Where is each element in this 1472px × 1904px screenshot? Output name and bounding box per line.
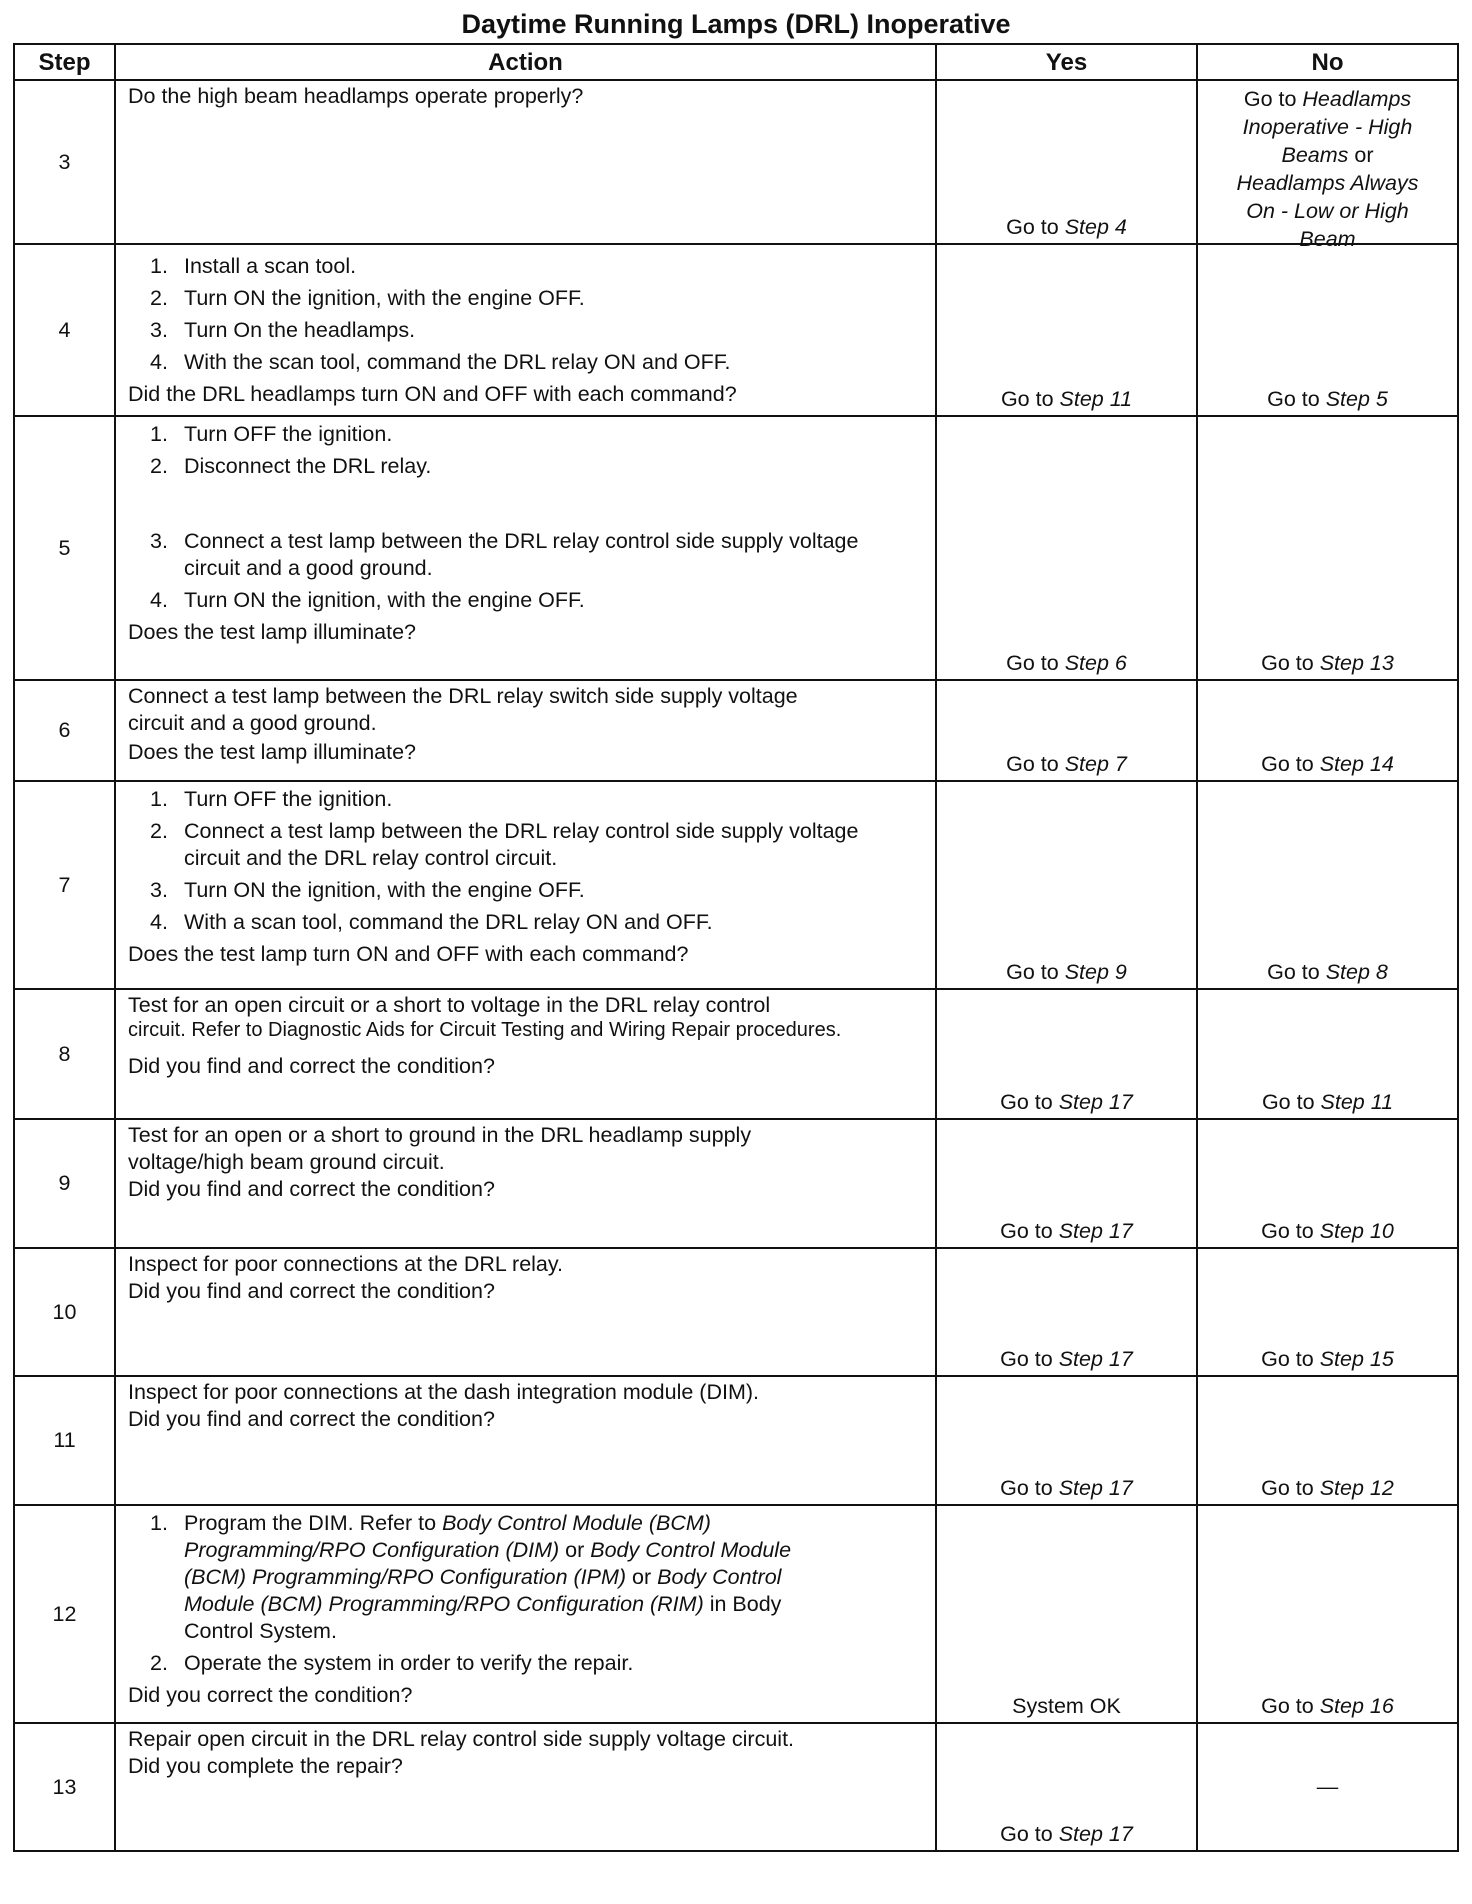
- list-item-text: Turn ON the ignition, with the engine OFF.: [184, 286, 585, 310]
- table-row: [14, 989, 1458, 1119]
- list-item-text: Turn On the headlamps.: [184, 318, 416, 342]
- table-row: [14, 1723, 1458, 1851]
- no-prefix: Go to: [1261, 1476, 1320, 1500]
- list-item: 2. Turn ON the ignition, with the engine OFF.: [150, 286, 585, 310]
- action-text: Test for an open circuit or a short to voltage in the DRL relay control: [128, 993, 771, 1017]
- yes-prefix: Go to: [1000, 1219, 1059, 1243]
- step-number: 10: [14, 1248, 115, 1376]
- action-cell: [115, 416, 936, 680]
- no-answer: [1198, 650, 1457, 677]
- yes-cell: [936, 80, 1197, 244]
- yes-step-ref: Step 9: [1064, 960, 1127, 984]
- no-line-ref: Beam: [1299, 227, 1356, 251]
- header-action: Action: [115, 44, 936, 80]
- table-row: [14, 1119, 1458, 1248]
- yes-cell: [936, 1376, 1197, 1505]
- list-item-text: Operate the system in order to verify the repair.: [184, 1651, 634, 1675]
- list-item: 3. Connect a test lamp between the DRL relay control side supply voltage circuit and a good ground.: [150, 529, 859, 580]
- yes-answer: [937, 1218, 1196, 1245]
- list-item: 4. With a scan tool, command the DRL relay ON and OFF.: [150, 910, 713, 934]
- yes-cell: [936, 1505, 1197, 1723]
- action-text: Do the high beam headlamps operate properly?: [128, 84, 584, 108]
- action-cell: [115, 989, 936, 1119]
- list-item-text: With a scan tool, command the DRL relay ON and OFF.: [184, 910, 713, 934]
- no-cell: [1197, 781, 1458, 989]
- list-item: 2. Operate the system in order to verify the repair.: [150, 1651, 634, 1675]
- yes-prefix: Go to: [1006, 752, 1065, 776]
- yes-answer: [937, 1346, 1196, 1373]
- no-answer: [1198, 386, 1457, 413]
- no-line-ref: Beams: [1281, 143, 1349, 167]
- table-row: [14, 244, 1458, 416]
- list-item-text: Turn ON the ignition, with the engine OFF.: [184, 878, 585, 902]
- step-number: 5: [14, 416, 115, 680]
- no-cell: [1197, 1119, 1458, 1248]
- yes-answer: [937, 1821, 1196, 1848]
- action-cell: [115, 1119, 936, 1248]
- yes-step-ref: Step 17: [1058, 1476, 1133, 1500]
- list-item-text: in Body Control System.: [184, 1592, 782, 1643]
- diagnostic-table: [13, 43, 1459, 1852]
- action-question: Did you find and correct the condition?: [128, 1054, 495, 1078]
- step-number: 7: [14, 781, 115, 989]
- step-number: 6: [14, 680, 115, 781]
- yes-answer: [937, 1475, 1196, 1502]
- no-prefix: Go to: [1267, 387, 1326, 411]
- no-answer: [1198, 1346, 1457, 1373]
- action-cell: [115, 1248, 936, 1376]
- yes-prefix: Go to: [1000, 1347, 1059, 1371]
- list-item-text: Connect a test lamp between the DRL relay control side supply voltage circuit and the DRL relay control circuit.: [184, 819, 859, 870]
- no-line-ref: Headlamps Always: [1236, 171, 1419, 195]
- table-row: [14, 416, 1458, 680]
- table-row: [14, 1248, 1458, 1376]
- yes-cell: [936, 989, 1197, 1119]
- action-list: [128, 786, 927, 936]
- table-header-row: [14, 44, 1458, 80]
- yes-answer: [937, 650, 1196, 677]
- action-content: [128, 1726, 927, 1780]
- list-item-text: or: [559, 1538, 591, 1562]
- action-text: Inspect for poor connections at the DRL relay.: [128, 1252, 564, 1276]
- list-item: 1. Program the DIM. Refer to Body Control Module (BCM) Programming/RPO Configuration (DIM) or Body Control Module (BCM) Programming/RPO Configuration (IPM) or Body Control Module (BCM) Programming/RPO Configuration (RIM) in Body Control System.: [150, 1511, 792, 1643]
- list-item-text: Turn OFF the ignition.: [184, 787, 393, 811]
- no-line-ref: Inoperative - High: [1242, 115, 1413, 139]
- action-cell: [115, 1376, 936, 1505]
- list-item: 2. Connect a test lamp between the DRL relay control side supply voltage circuit and the DRL relay control circuit.: [150, 819, 859, 870]
- action-question: Did you find and correct the condition?: [128, 1407, 495, 1431]
- no-prefix: Go to: [1267, 960, 1326, 984]
- action-list: [128, 421, 927, 614]
- table-row: [14, 781, 1458, 989]
- action-cell: [115, 1505, 936, 1723]
- no-answer: [1198, 959, 1457, 986]
- yes-answer: [937, 214, 1196, 241]
- step-number: 3: [14, 80, 115, 244]
- list-item-text: Disconnect the DRL relay.: [184, 454, 432, 478]
- no-prefix: Go to: [1261, 1090, 1321, 1114]
- list-item-text: Turn OFF the ignition.: [184, 422, 393, 446]
- no-answer: [1198, 1218, 1457, 1245]
- table-row: [14, 1376, 1458, 1505]
- yes-step-ref: Step 4: [1064, 215, 1127, 239]
- action-question: Did you find and correct the condition?: [128, 1279, 495, 1303]
- no-line-ref: Headlamps: [1302, 87, 1412, 111]
- list-item-text: Install a scan tool.: [184, 254, 357, 278]
- action-text: Test for an open or a short to ground in the DRL headlamp supply voltage/high beam ground circuit.: [128, 1123, 752, 1174]
- action-question: Did you complete the repair?: [128, 1754, 403, 1778]
- no-step-ref: Step 11: [1320, 1090, 1394, 1114]
- action-text: Repair open circuit in the DRL relay control side supply voltage circuit.: [128, 1727, 795, 1751]
- yes-step-ref: Step 7: [1064, 752, 1127, 776]
- table-row: [14, 1505, 1458, 1723]
- doc-ref: Body Control Module (BCM) Programming/RPO Configuration (IPM): [184, 1538, 792, 1589]
- yes-answer: [937, 751, 1196, 778]
- yes-prefix: Go to: [1006, 960, 1065, 984]
- no-answer: [1198, 751, 1457, 778]
- doc-ref: Body Control Module (BCM) Programming/RPO Configuration (RIM): [184, 1565, 782, 1616]
- no-cell: [1197, 80, 1458, 251]
- action-text: Connect a test lamp between the DRL relay switch side supply voltage circuit and a good ground.: [128, 684, 798, 735]
- no-answer: [1198, 1693, 1457, 1720]
- no-step-ref: Step 13: [1319, 651, 1394, 675]
- yes-step-ref: Step 17: [1058, 1347, 1133, 1371]
- step-number: 4: [14, 244, 115, 416]
- no-answer: [1198, 1089, 1457, 1116]
- action-question: Did you find and correct the condition?: [128, 1177, 495, 1201]
- action-question: Does the test lamp illuminate?: [128, 620, 417, 644]
- list-item: 3. Turn ON the ignition, with the engine OFF.: [150, 878, 585, 902]
- yes-step-ref: Step 17: [1058, 1219, 1133, 1243]
- no-prefix: Go to: [1261, 651, 1320, 675]
- action-cell: [115, 1723, 936, 1851]
- action-cell: [115, 680, 936, 781]
- action-question: Did you correct the condition?: [128, 1683, 413, 1707]
- yes-cell: [936, 680, 1197, 781]
- no-cell: [1197, 680, 1458, 781]
- action-content: [128, 1251, 927, 1305]
- list-item: 1. Turn OFF the ignition.: [150, 422, 393, 446]
- no-answer: [1198, 85, 1457, 253]
- list-item: 3. Turn On the headlamps.: [150, 318, 416, 342]
- yes-prefix: Go to: [1000, 1822, 1059, 1846]
- yes-step-ref: Step 11: [1059, 387, 1133, 411]
- yes-prefix: Go to: [1006, 215, 1065, 239]
- no-cell: [1197, 1723, 1458, 1851]
- list-item: 1. Turn OFF the ignition.: [150, 787, 393, 811]
- action-cell: [115, 781, 936, 989]
- action-list: [128, 253, 927, 376]
- list-item: 2. Disconnect the DRL relay.: [150, 454, 432, 478]
- no-line-ref: On - Low or High: [1246, 199, 1409, 223]
- list-item: 4. Turn ON the ignition, with the engine OFF.: [150, 588, 585, 612]
- yes-answer: System OK: [1012, 1694, 1121, 1718]
- yes-answer: [937, 959, 1196, 986]
- no-cell: [1197, 244, 1458, 416]
- list-item: 1. Install a scan tool.: [150, 254, 357, 278]
- yes-cell: [936, 1248, 1197, 1376]
- yes-cell: [936, 781, 1197, 989]
- no-prefix: Go to: [1261, 1219, 1320, 1243]
- list-item: 4. With the scan tool, command the DRL relay ON and OFF.: [150, 350, 731, 374]
- action-question: Does the test lamp turn ON and OFF with each command?: [128, 942, 689, 966]
- action-cell: [115, 244, 936, 416]
- no-prefix: Go to: [1261, 1694, 1320, 1718]
- action-cell: [115, 80, 936, 244]
- yes-answer: [937, 1089, 1196, 1116]
- no-step-ref: Step 10: [1319, 1219, 1394, 1243]
- header-no: No: [1197, 44, 1458, 80]
- step-number: 13: [14, 1723, 115, 1851]
- yes-prefix: Go to: [1006, 651, 1065, 675]
- no-step-ref: Step 8: [1325, 960, 1388, 984]
- yes-prefix: Go to: [1000, 387, 1060, 411]
- yes-cell: [936, 1723, 1197, 1851]
- action-content: [128, 1122, 927, 1203]
- no-answer: —: [1316, 1774, 1339, 1799]
- no-cell: [1197, 1505, 1458, 1723]
- step-number: 11: [14, 1376, 115, 1505]
- doc-ref: Body Control Module (BCM) Programming/RPO Configuration (DIM): [184, 1511, 711, 1562]
- yes-prefix: Go to: [1000, 1476, 1059, 1500]
- list-item-text: Program the DIM. Refer to: [184, 1511, 443, 1535]
- action-text: Inspect for poor connections at the dash integration module (DIM).: [128, 1380, 760, 1404]
- step-number: 12: [14, 1505, 115, 1723]
- table-row: [14, 680, 1458, 781]
- action-question: Does the test lamp illuminate?: [128, 740, 417, 764]
- no-line-text: or: [1348, 143, 1374, 167]
- no-cell: [1197, 416, 1458, 680]
- no-step-ref: Step 5: [1325, 387, 1388, 411]
- no-cell: [1197, 1248, 1458, 1376]
- action-content: [128, 1379, 927, 1433]
- no-prefix: Go to: [1261, 752, 1320, 776]
- step-number: 9: [14, 1119, 115, 1248]
- header-step: Step: [14, 44, 115, 80]
- page-title: Daytime Running Lamps (DRL) Inoperative: [461, 9, 1011, 39]
- no-step-ref: Step 12: [1319, 1476, 1394, 1500]
- list-item-text: With the scan tool, command the DRL relay ON and OFF.: [184, 350, 731, 374]
- action-text-small: circuit. Refer to Diagnostic Aids for Circuit Testing and Wiring Repair procedures.: [128, 1019, 842, 1041]
- yes-cell: [936, 244, 1197, 416]
- no-step-ref: Step 14: [1319, 752, 1394, 776]
- list-item-text: Connect a test lamp between the DRL relay control side supply voltage circuit and a good ground.: [184, 529, 859, 580]
- no-cell: [1197, 1376, 1458, 1505]
- no-step-ref: Step 15: [1319, 1347, 1394, 1371]
- yes-step-ref: Step 17: [1058, 1822, 1133, 1846]
- no-cell: [1197, 989, 1458, 1119]
- yes-cell: [936, 416, 1197, 680]
- action-question: Did the DRL headlamps turn ON and OFF with each command?: [128, 382, 737, 406]
- yes-step-ref: Step 17: [1058, 1090, 1133, 1114]
- list-item-text: Turn ON the ignition, with the engine OFF.: [184, 588, 585, 612]
- no-step-ref: Step 16: [1319, 1694, 1394, 1718]
- header-yes: Yes: [936, 44, 1197, 80]
- list-item-text: or: [626, 1565, 658, 1589]
- no-prefix: Go to: [1261, 1347, 1320, 1371]
- yes-step-ref: Step 6: [1064, 651, 1127, 675]
- yes-cell: [936, 1119, 1197, 1248]
- no-line-text: Go to: [1243, 87, 1303, 111]
- yes-answer: [937, 386, 1196, 413]
- yes-prefix: Go to: [1000, 1090, 1059, 1114]
- no-answer: [1198, 1475, 1457, 1502]
- action-list: [128, 1510, 927, 1677]
- table-row: [14, 80, 1458, 244]
- step-number: 8: [14, 989, 115, 1119]
